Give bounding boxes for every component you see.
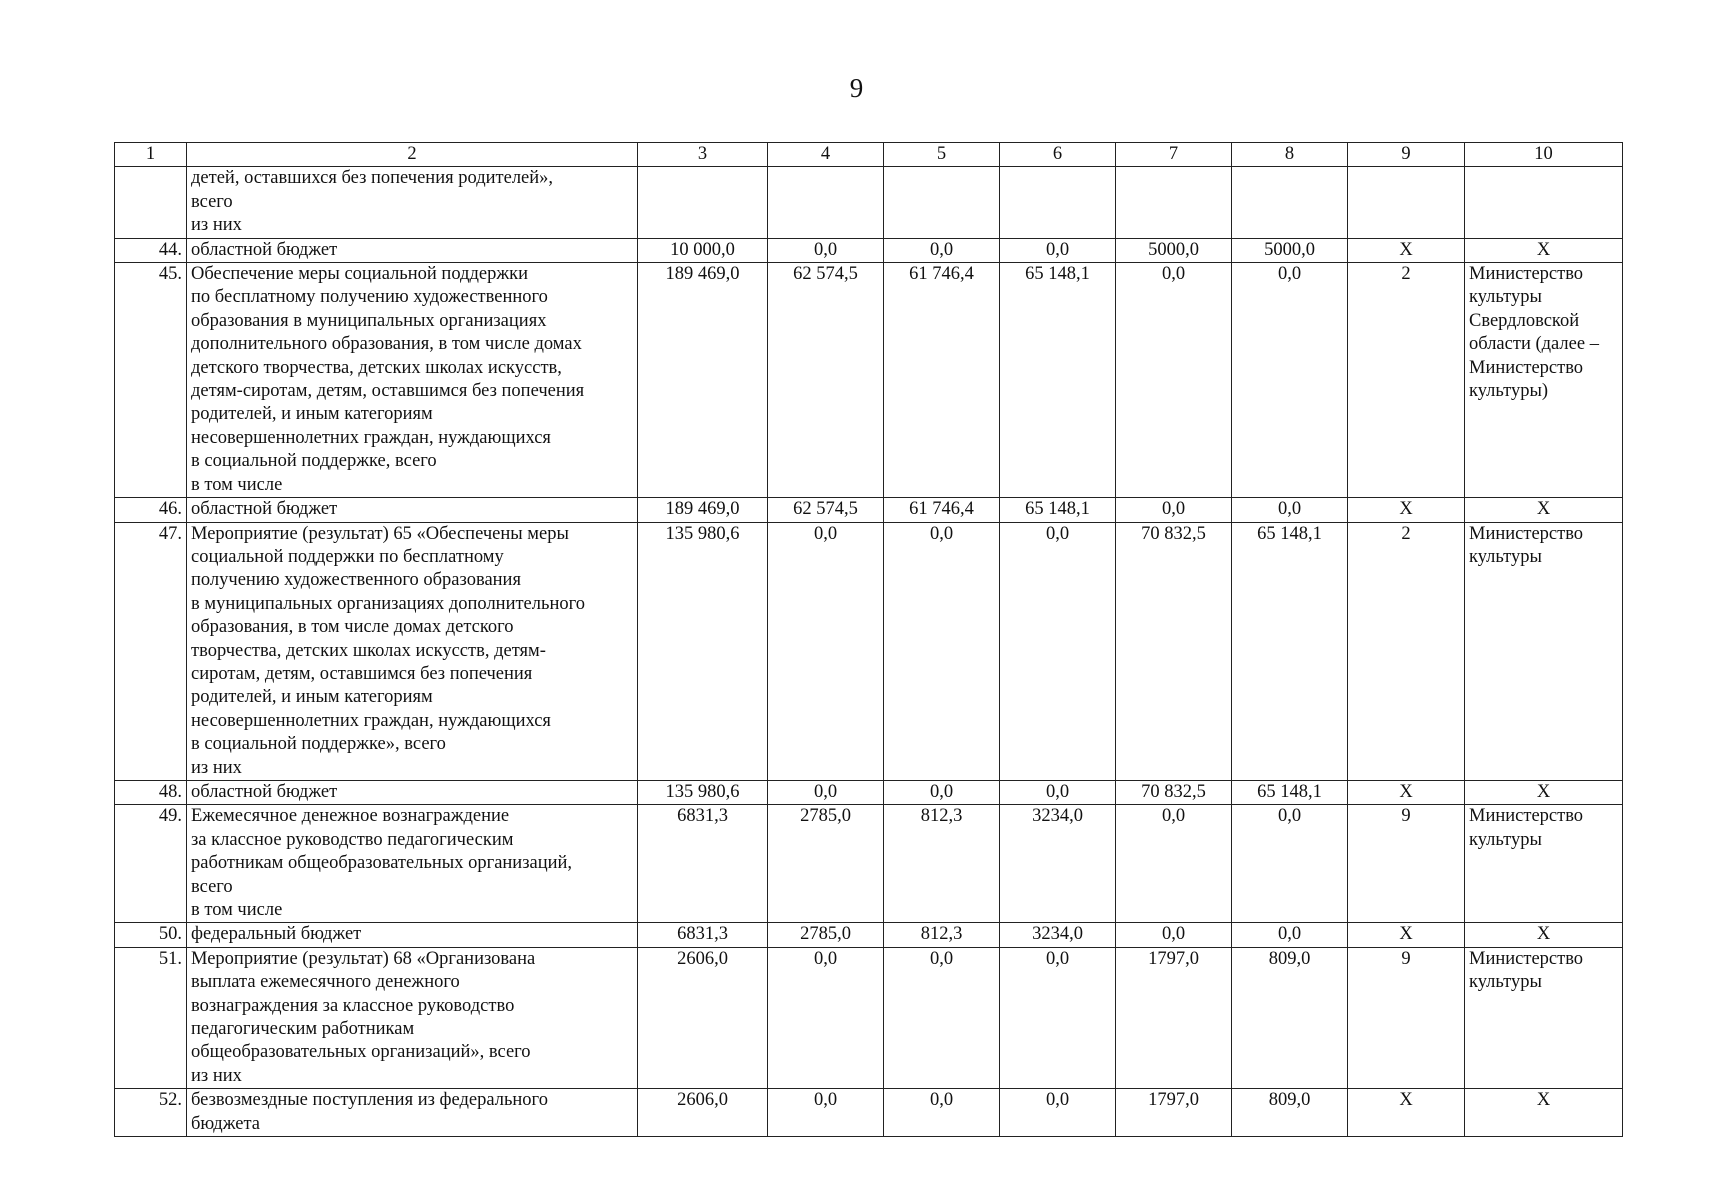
value-col-3: 6831,3: [638, 805, 768, 923]
row-name: Мероприятие (результат) 65 «Обеспечены меры социальной поддержки по бесплатному получению художественного образования в муниципальных организациях дополнительного образования, в том числе домах детского творчества, детских школах искусств, детям- сиротам, детям, оставшимся без попечения родителей, и иным категориям несовершеннолетних граждан, нуждающихся в социальной поддержке», всего из них: [187, 522, 638, 780]
header-cell-1: 1: [115, 143, 187, 167]
value-col-3: 10 000,0: [638, 238, 768, 262]
value-col-5: 61 746,4: [884, 263, 1000, 498]
value-col-7: 70 832,5: [1116, 522, 1232, 780]
row-name: Ежемесячное денежное вознаграждение за классное руководство педагогическим работникам общеобразовательных организаций, всего в том числе: [187, 805, 638, 923]
row-name: областной бюджет: [187, 238, 638, 262]
row-name: федеральный бюджет: [187, 923, 638, 947]
table-row: [115, 805, 1623, 923]
value-col-5: 812,3: [884, 805, 1000, 923]
value-col-9: X: [1348, 1089, 1465, 1137]
value-col-8: 0,0: [1232, 498, 1348, 522]
value-col-3: 189 469,0: [638, 498, 768, 522]
value-col-6: 65 148,1: [1000, 263, 1116, 498]
table-row: [115, 1089, 1623, 1137]
responsible-cell: X: [1465, 1089, 1623, 1137]
value-col-5: 0,0: [884, 522, 1000, 780]
row-name: областной бюджет: [187, 498, 638, 522]
value-col-8: [1232, 167, 1348, 238]
responsible-cell: X: [1465, 498, 1623, 522]
value-col-9: X: [1348, 238, 1465, 262]
value-col-5: [884, 167, 1000, 238]
responsible-cell: X: [1465, 780, 1623, 804]
value-col-4: 0,0: [768, 780, 884, 804]
value-col-8: 5000,0: [1232, 238, 1348, 262]
header-cell-10: 10: [1465, 143, 1623, 167]
value-col-3: 135 980,6: [638, 522, 768, 780]
value-col-9: X: [1348, 780, 1465, 804]
value-col-4: [768, 167, 884, 238]
value-col-7: 0,0: [1116, 805, 1232, 923]
row-number: 45.: [115, 263, 187, 498]
value-col-4: 0,0: [768, 522, 884, 780]
value-col-7: 70 832,5: [1116, 780, 1232, 804]
table-row: [115, 238, 1623, 262]
value-col-3: [638, 167, 768, 238]
header-cell-9: 9: [1348, 143, 1465, 167]
value-col-9: X: [1348, 498, 1465, 522]
value-col-3: 189 469,0: [638, 263, 768, 498]
responsible-cell: Министерство культуры Свердловской области (далее – Министерство культуры): [1465, 263, 1623, 498]
row-number: 47.: [115, 522, 187, 780]
row-number: 46.: [115, 498, 187, 522]
value-col-4: 62 574,5: [768, 263, 884, 498]
value-col-7: 1797,0: [1116, 1089, 1232, 1137]
value-col-7: 0,0: [1116, 498, 1232, 522]
value-col-3: 2606,0: [638, 947, 768, 1088]
value-col-4: 0,0: [768, 1089, 884, 1137]
value-col-5: 0,0: [884, 1089, 1000, 1137]
row-number: [115, 167, 187, 238]
table-row: [115, 498, 1623, 522]
value-col-8: 809,0: [1232, 947, 1348, 1088]
value-col-3: 6831,3: [638, 923, 768, 947]
responsible-cell: [1465, 167, 1623, 238]
header-cell-3: 3: [638, 143, 768, 167]
value-col-9: 2: [1348, 522, 1465, 780]
responsible-cell: Министерство культуры: [1465, 805, 1623, 923]
value-col-6: [1000, 167, 1116, 238]
value-col-7: 1797,0: [1116, 947, 1232, 1088]
value-col-9: [1348, 167, 1465, 238]
value-col-6: 0,0: [1000, 780, 1116, 804]
value-col-6: 0,0: [1000, 1089, 1116, 1137]
value-col-5: 0,0: [884, 780, 1000, 804]
value-col-9: 9: [1348, 947, 1465, 1088]
row-name: областной бюджет: [187, 780, 638, 804]
table-row: [115, 167, 1623, 238]
value-col-8: 65 148,1: [1232, 780, 1348, 804]
value-col-3: 135 980,6: [638, 780, 768, 804]
row-number: 44.: [115, 238, 187, 262]
value-col-6: 0,0: [1000, 522, 1116, 780]
row-name: безвозмездные поступления из федерального бюджета: [187, 1089, 638, 1137]
value-col-8: 65 148,1: [1232, 522, 1348, 780]
budget-table: [114, 142, 1623, 1137]
row-number: 49.: [115, 805, 187, 923]
header-cell-8: 8: [1232, 143, 1348, 167]
header-cell-7: 7: [1116, 143, 1232, 167]
table-row: [115, 780, 1623, 804]
table-row: [115, 522, 1623, 780]
responsible-cell: Министерство культуры: [1465, 522, 1623, 780]
value-col-9: 2: [1348, 263, 1465, 498]
value-col-3: 2606,0: [638, 1089, 768, 1137]
value-col-6: 0,0: [1000, 947, 1116, 1088]
value-col-8: 0,0: [1232, 805, 1348, 923]
value-col-7: 0,0: [1116, 923, 1232, 947]
value-col-5: 0,0: [884, 947, 1000, 1088]
row-number: 50.: [115, 923, 187, 947]
row-number: 51.: [115, 947, 187, 1088]
value-col-4: 0,0: [768, 947, 884, 1088]
row-name: детей, оставшихся без попечения родителей», всего из них: [187, 167, 638, 238]
header-cell-6: 6: [1000, 143, 1116, 167]
header-cell-4: 4: [768, 143, 884, 167]
table-row: [115, 947, 1623, 1088]
value-col-9: 9: [1348, 805, 1465, 923]
value-col-8: 0,0: [1232, 923, 1348, 947]
value-col-4: 2785,0: [768, 923, 884, 947]
row-name: Мероприятие (результат) 68 «Организована выплата ежемесячного денежного вознаграждения за классное руководство педагогическим работникам общеобразовательных организаций», всего из них: [187, 947, 638, 1088]
responsible-cell: X: [1465, 923, 1623, 947]
value-col-8: 0,0: [1232, 263, 1348, 498]
value-col-7: 0,0: [1116, 263, 1232, 498]
value-col-9: X: [1348, 923, 1465, 947]
value-col-4: 2785,0: [768, 805, 884, 923]
page-number: 9: [849, 73, 864, 103]
value-col-7: [1116, 167, 1232, 238]
header-cell-2: 2: [187, 143, 638, 167]
header-row: [115, 143, 1623, 167]
value-col-6: 0,0: [1000, 238, 1116, 262]
value-col-8: 809,0: [1232, 1089, 1348, 1137]
value-col-5: 0,0: [884, 238, 1000, 262]
header-cell-5: 5: [884, 143, 1000, 167]
row-number: 52.: [115, 1089, 187, 1137]
value-col-7: 5000,0: [1116, 238, 1232, 262]
table-row: [115, 923, 1623, 947]
row-name: Обеспечение меры социальной поддержки по бесплатному получению художественного образования в муниципальных организациях дополнительного образования, в том числе домах детского творчества, детских школах искусств, детям-сиротам, детям, оставшимся без попечения родителей, и иным категориям несовершеннолетних граждан, нуждающихся в социальной поддержке, всего в том числе: [187, 263, 638, 498]
value-col-4: 62 574,5: [768, 498, 884, 522]
value-col-4: 0,0: [768, 238, 884, 262]
value-col-6: 3234,0: [1000, 923, 1116, 947]
value-col-6: 65 148,1: [1000, 498, 1116, 522]
row-number: 48.: [115, 780, 187, 804]
responsible-cell: X: [1465, 238, 1623, 262]
value-col-5: 812,3: [884, 923, 1000, 947]
value-col-6: 3234,0: [1000, 805, 1116, 923]
value-col-5: 61 746,4: [884, 498, 1000, 522]
responsible-cell: Министерство культуры: [1465, 947, 1623, 1088]
table-row: [115, 263, 1623, 498]
